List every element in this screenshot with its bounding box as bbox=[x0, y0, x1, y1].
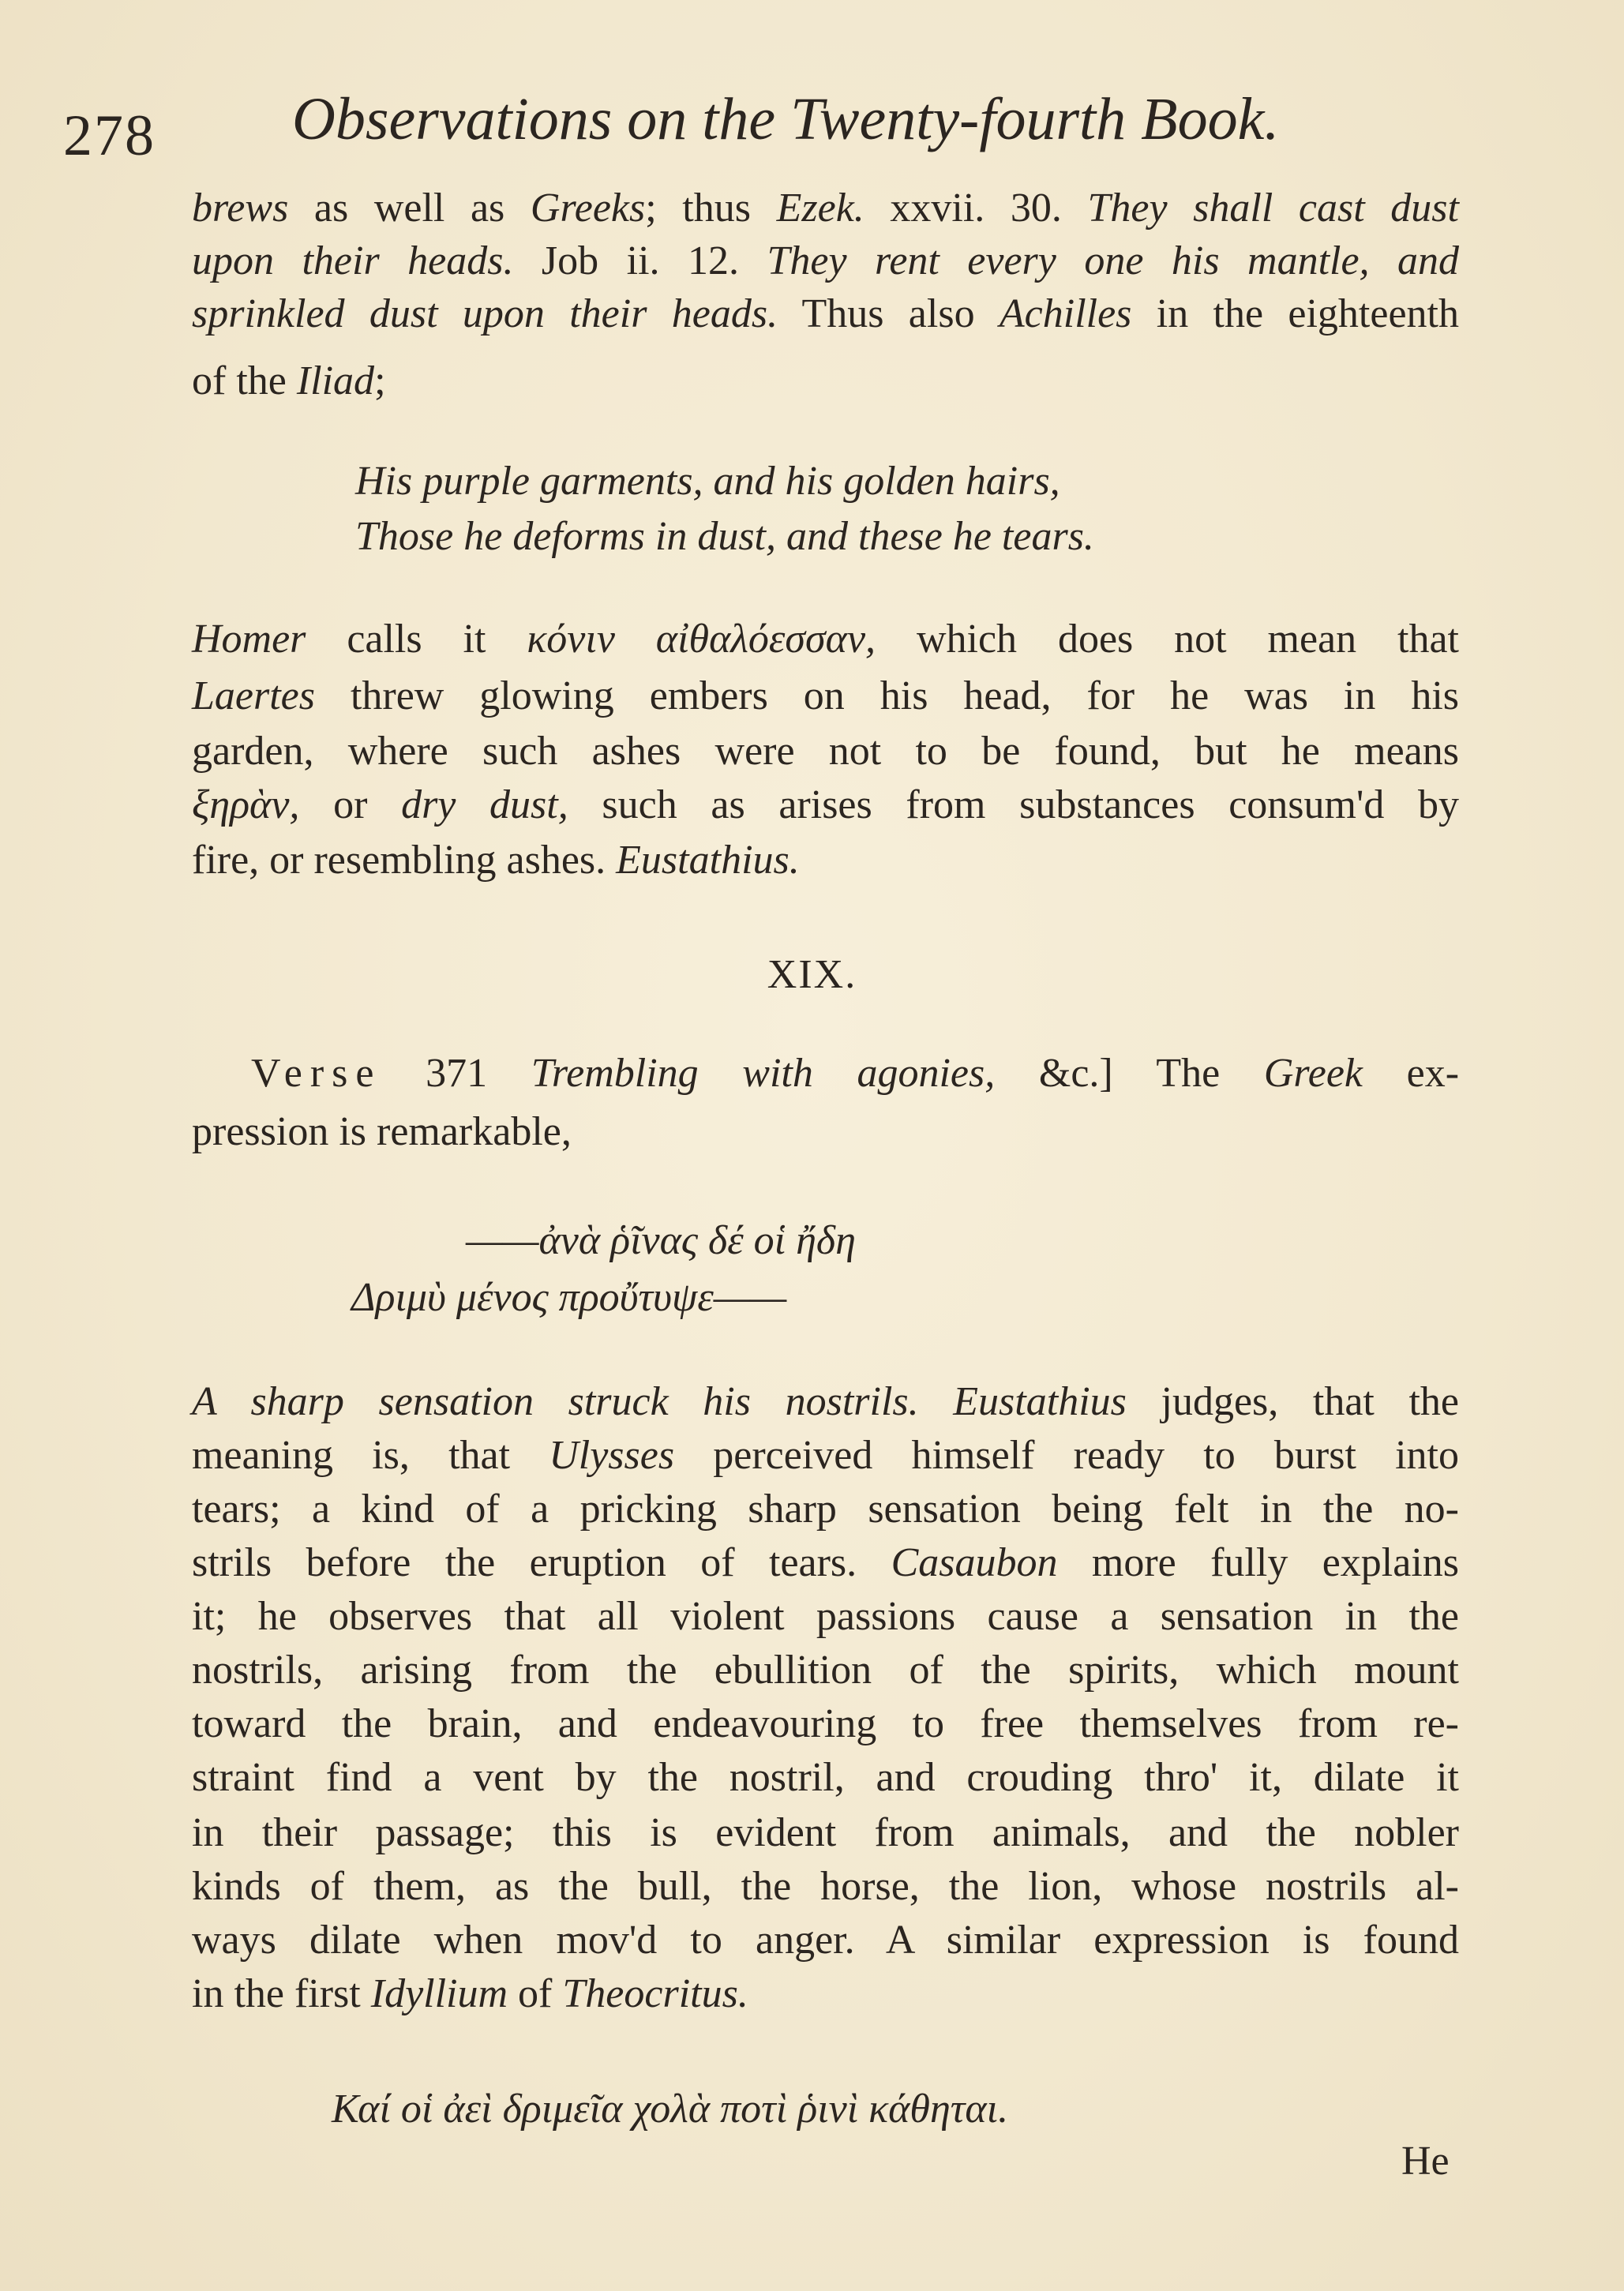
italic-text: Homer bbox=[192, 617, 306, 662]
italic-text: Achilles bbox=[999, 291, 1132, 336]
catchword: He bbox=[1401, 2139, 1450, 2184]
text-span: threw glowing embers on his head, for he was in his bbox=[315, 673, 1459, 718]
italic-text: Eustathius bbox=[953, 1379, 1127, 1424]
page-header bbox=[63, 85, 1563, 168]
text-line bbox=[192, 614, 1459, 665]
text-line bbox=[192, 835, 1459, 886]
text-span: more fully explains bbox=[1057, 1540, 1459, 1585]
italic-text: Idyllium bbox=[370, 1971, 508, 2016]
text-span: judges, that the bbox=[1126, 1379, 1460, 1424]
italic-text: Iliad bbox=[296, 358, 375, 403]
text-span bbox=[919, 1379, 954, 1424]
text-span: ; bbox=[374, 358, 386, 403]
text-line: garden, where such ashes were not to be found, but he means bbox=[192, 729, 1459, 774]
text-span: ex- bbox=[1362, 1051, 1460, 1096]
greek-text: ξηρὰν, bbox=[192, 782, 300, 827]
text-line: straint find a vent by the nostril, and crouding thro' it, dilate it bbox=[192, 1755, 1459, 1800]
running-head: Observations on the Twenty-fourth Book. bbox=[292, 86, 1280, 152]
text-line: kinds of them, as the bull, the horse, the lion, whose nostrils al- bbox=[192, 1864, 1459, 1909]
text-line bbox=[192, 236, 1459, 287]
italic-text: upon their heads. bbox=[192, 238, 514, 283]
text-line bbox=[192, 1430, 1459, 1481]
text-span: meaning is, that bbox=[192, 1433, 549, 1478]
text-span: in the first bbox=[192, 1971, 371, 2016]
text-span: strils before the eruption of tears. bbox=[192, 1540, 891, 1585]
text-line: nostrils, arising from the ebullition of the spirits, which mount bbox=[192, 1648, 1459, 1693]
text-span: of the bbox=[192, 358, 297, 403]
text-span: which does not mean that bbox=[876, 617, 1460, 662]
italic-text: They shall cast dust bbox=[1087, 186, 1459, 231]
verse-line: His purple garments, and his golden hairs, bbox=[355, 459, 1060, 504]
text-line: pression is remarkable, bbox=[192, 1109, 572, 1154]
italic-text: Greeks bbox=[530, 186, 646, 231]
italic-text: They rent every one his mantle, and bbox=[767, 238, 1460, 283]
text-span: fire, or resembling ashes. bbox=[192, 838, 617, 883]
italic-text: Laertes bbox=[192, 673, 315, 718]
text-span: such as arises from substances consum'd by bbox=[568, 782, 1460, 827]
italic-text: Casaubon bbox=[891, 1540, 1058, 1585]
text-line bbox=[251, 1048, 1459, 1099]
italic-text: A sharp sensation struck his nostrils. bbox=[192, 1379, 919, 1424]
text-span: calls it bbox=[306, 617, 527, 662]
text-span: xxvii. 30. bbox=[864, 186, 1088, 231]
small-caps-text: Verse bbox=[251, 1051, 382, 1096]
text-span: ; thus bbox=[645, 186, 777, 231]
text-line bbox=[192, 1538, 1459, 1588]
italic-text: Eustathius. bbox=[616, 838, 800, 883]
text-span: &c.] The bbox=[995, 1051, 1264, 1096]
italic-text: Ulysses bbox=[549, 1433, 675, 1478]
text-span: or bbox=[299, 782, 402, 827]
text-line: ways dilate when mov'd to anger. A similar expression is found bbox=[192, 1918, 1459, 1963]
text-span: Job ii. 12. bbox=[513, 238, 767, 283]
text-line bbox=[192, 1969, 1459, 2019]
text-span: in the eighteenth bbox=[1131, 291, 1459, 336]
italic-text: brews bbox=[192, 186, 289, 231]
text-span: of bbox=[508, 1971, 563, 2016]
greek-verse-line: Καί οἱ ἀεὶ δριμεῖα χολὰ ποτὶ ῥινὶ κάθηται. bbox=[332, 2087, 1009, 2132]
italic-text: Theocritus. bbox=[562, 1971, 748, 2016]
text-span: perceived himself ready to burst into bbox=[674, 1433, 1459, 1478]
text-span: 371 bbox=[381, 1051, 531, 1096]
italic-text: Trembling with agonies, bbox=[531, 1051, 996, 1096]
text-span: as well as bbox=[288, 186, 531, 231]
page-number: 278 bbox=[63, 103, 156, 168]
text-line bbox=[192, 671, 1459, 722]
text-line: tears; a kind of a pricking sharp sensation being felt in the no- bbox=[192, 1487, 1459, 1532]
text-line bbox=[192, 289, 1459, 339]
italic-text: sprinkled dust upon their heads. bbox=[192, 291, 778, 336]
greek-text: κόνιν αἰθαλόεσσαν, bbox=[527, 617, 876, 662]
text-line bbox=[192, 183, 1459, 234]
greek-verse-line: ——ἀνὰ ῥῖνας δέ οἱ ἤδη bbox=[466, 1218, 856, 1263]
text-line bbox=[192, 780, 1459, 831]
greek-verse-line: Δριμὺ μένος προὔτυψε—— bbox=[351, 1275, 787, 1320]
text-line: it; he observes that all violent passions cause a sensation in the bbox=[192, 1594, 1459, 1639]
italic-text: Greek bbox=[1263, 1051, 1363, 1096]
text-line: in their passage; this is evident from animals, and the nobler bbox=[192, 1810, 1459, 1855]
text-line: toward the brain, and endeavouring to free themselves from re- bbox=[192, 1701, 1459, 1746]
text-span: Thus also bbox=[778, 291, 1000, 336]
italic-text: dry dust, bbox=[401, 782, 568, 827]
text-line bbox=[192, 356, 1459, 407]
section-heading: XIX. bbox=[767, 952, 857, 997]
verse-line: Those he deforms in dust, and these he tears. bbox=[355, 514, 1094, 559]
text-line bbox=[192, 1377, 1459, 1427]
italic-text: Ezek. bbox=[776, 186, 865, 231]
